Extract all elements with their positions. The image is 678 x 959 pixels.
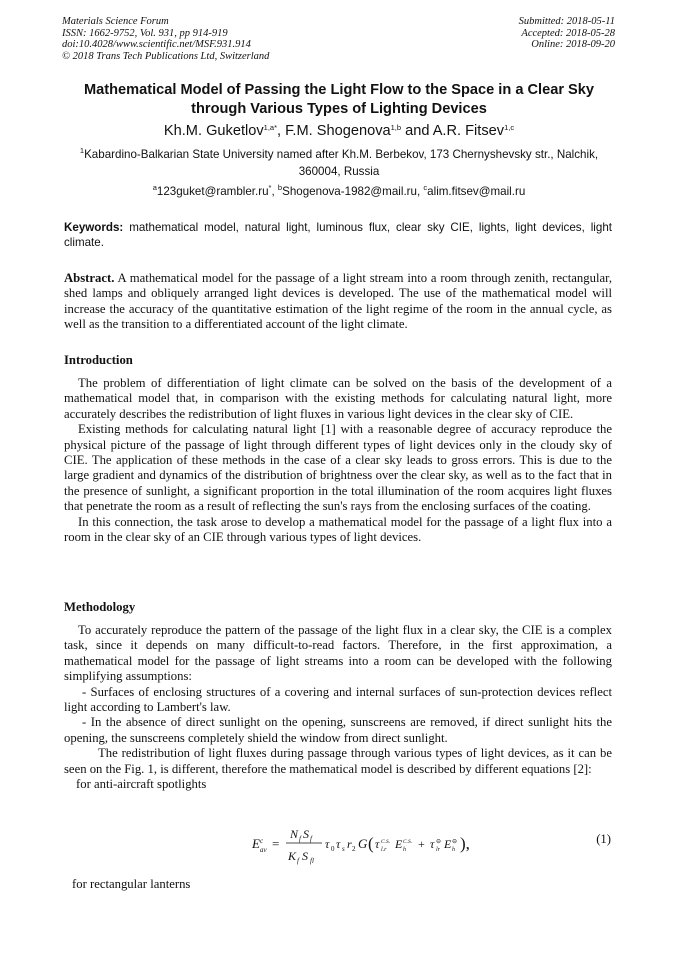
svg-text:τ: τ [430, 837, 435, 851]
email-link[interactable]: 123guket@rambler.ru [156, 185, 269, 198]
keywords-text: mathematical model, natural light, luminous flux, clear sky CIE, lights, light devices, light climate. [64, 221, 612, 249]
svg-text:+: + [418, 837, 425, 851]
email-mark: c [423, 183, 428, 192]
svg-text:lr: lr [436, 847, 441, 853]
svg-text:E: E [252, 836, 260, 851]
paragraph: In this connection, the task arose to develop a mathematical model for the passage of a light flux into a room in the clear sky of an CIE through various types of light devices. [64, 514, 612, 545]
svg-text:S: S [302, 849, 308, 863]
author-name: F.M. Shogenova [285, 123, 391, 139]
corresponding-mark: * [268, 183, 272, 192]
affiliation-text: Kabardino-Balkarian State University named after Kh.M. Berbekov, 173 Chernyshevsky str., Nalchik, 360004, Russia [84, 148, 599, 178]
svg-text:C.S.: C.S. [381, 839, 391, 845]
author-name: A.R. Fitsev [432, 123, 505, 139]
author-separator: and [401, 123, 433, 139]
abstract-text: A mathematical model for the passage of a light stream into a room through zenith, rectangular, shed lamps and obliquely arranged light devices is developed. The use of the mathematical model will increase the accuracy of the quantitative estimation of the light regime of the room in the annual cycle, as well as the transition to a differentiated account of the light climate. [64, 271, 612, 332]
online-date: Online: 2018-09-20 [531, 39, 615, 50]
doi-line: doi:10.4028/www.scientific.net/MSF.931.914 [62, 39, 251, 50]
introduction-body [64, 376, 612, 545]
svg-text:l.r: l.r [381, 847, 387, 853]
email-link[interactable]: Shogenova-1982@mail.ru [282, 185, 417, 198]
author-emails: $^a$123guket@rambler.ru*, $^b$Shogenova-1982@mail.ru, $^c$alim.fitsev@mail.ru [152, 183, 526, 198]
svg-text:av: av [260, 846, 267, 854]
affiliation-mark: 1 [79, 146, 85, 155]
submitted-date: Submitted: 2018-05-11 [518, 16, 615, 27]
author-affil-mark: 1,b [390, 123, 402, 132]
section-heading-introduction: Introduction [64, 353, 133, 367]
svg-text:f: f [297, 857, 299, 865]
svg-text:0: 0 [331, 845, 335, 853]
abstract [64, 271, 612, 333]
svg-text:=: = [272, 836, 280, 851]
paragraph: The problem of differentiation of light climate can be solved on the basis of the development of a mathematical model that, in comparison with the existing methods for calculating natural light, more accurately describes the redistribution of light fluxes in various light devices in the clear sky of CIE. [64, 376, 612, 421]
svg-text:f: f [310, 835, 312, 843]
paragraph: To accurately reproduce the pattern of the passage of the light flux in a clear sky, the CIE is a complex task, since it depends on many difficult-to-read factors. Therefore, in the first approximation, a mathematical model for the passage of light streams into a room can be developed with the following simplifying assumptions: [64, 623, 612, 684]
author-affil-mark: 1,a* [263, 123, 278, 132]
email-mark: b [277, 183, 283, 192]
svg-text:C.S.: C.S. [403, 839, 413, 845]
assumption-item: - In the absence of direct sunlight on the opening, sunscreens are removed, if direct sunlight hits the opening, the sunscreens completely shield the window from direct sunlight. [64, 715, 612, 745]
dates-header [519, 16, 615, 51]
svg-text:fl: fl [310, 857, 314, 865]
svg-text:s: s [342, 845, 345, 853]
author-name: Kh.M. Guketlov [163, 123, 264, 139]
svg-text:⊖: ⊖ [436, 839, 442, 845]
paper-title: Mathematical Model of Passing the Light Flow to the Space in a Clear Sky through Various Types of Lighting Devices [83, 82, 595, 117]
svg-text:⊖: ⊖ [452, 839, 458, 845]
svg-text:E: E [395, 837, 403, 851]
affiliation [60, 147, 618, 180]
journal-header [62, 16, 269, 62]
abstract-label: Abstract. [64, 271, 115, 285]
keywords [64, 220, 612, 250]
svg-text:N: N [290, 827, 299, 841]
assumption-item: - Surfaces of enclosing structures of a covering and internal surfaces of sun-protection devices reflect light according to Lambert's law. [64, 684, 612, 715]
svg-text:2: 2 [352, 845, 356, 853]
accepted-date: Accepted: 2018-05-28 [521, 27, 615, 39]
journal-name: Materials Science Forum [62, 16, 169, 27]
email-link[interactable]: alim.fitsev@mail.ru [427, 185, 526, 198]
svg-text:τ: τ [336, 837, 341, 851]
copyright-line: © 2018 Trans Tech Publications Ltd, Switzerland [62, 50, 270, 62]
paragraph: for rectangular lanterns [72, 877, 191, 891]
equation-1 [250, 822, 510, 870]
svg-text:r: r [347, 837, 352, 851]
issn-line: ISSN: 1662-9752, Vol. 931, pp 914-919 [62, 27, 228, 39]
svg-text:h: h [452, 847, 455, 853]
author-list [60, 122, 618, 140]
svg-text:(: ( [368, 834, 374, 853]
svg-text:h: h [403, 847, 406, 853]
svg-text:f: f [299, 835, 301, 843]
email-mark: a [152, 183, 157, 192]
equation-number: (1) [596, 832, 611, 846]
svg-text:G: G [358, 836, 368, 851]
author-affil-mark: 1,c [504, 123, 515, 132]
svg-text:),: ), [460, 834, 470, 853]
svg-text:τ: τ [325, 837, 330, 851]
svg-text:c: c [260, 837, 264, 845]
methodology-body [64, 623, 612, 792]
paragraph: Existing methods for calculating natural light [1] with a reasonable degree of accuracy reproduce the physical picture of the passage of light through different types of light devices only in the cloudy sky of CIE. The application of these methods in the case of a clear sky leads to gross errors. This is due to the large gradient and dynamics of the distribution of brightness over the clear sky, as well as to the fact that in the presence of sunlight, a significant proportion in the total illumination of the room acquires light fluxes that penetrate the room as a result of reflecting the sun's rays from the enclosing surfaces of the coating. [64, 422, 612, 514]
keywords-label: Keywords: [64, 221, 124, 234]
author-separator: , [277, 123, 286, 139]
paragraph: The redistribution of light fluxes during passage through various types of light devices, as it can be seen on the Fig. 1, is different, therefore the mathematical model is described by different equations [2]: [64, 746, 612, 776]
svg-text:τ: τ [375, 837, 380, 851]
svg-text:E: E [444, 837, 452, 851]
svg-text:S: S [303, 827, 309, 841]
section-heading-methodology: Methodology [64, 600, 136, 614]
svg-text:K: K [288, 849, 297, 863]
paragraph: for anti-aircraft spotlights [76, 777, 207, 792]
